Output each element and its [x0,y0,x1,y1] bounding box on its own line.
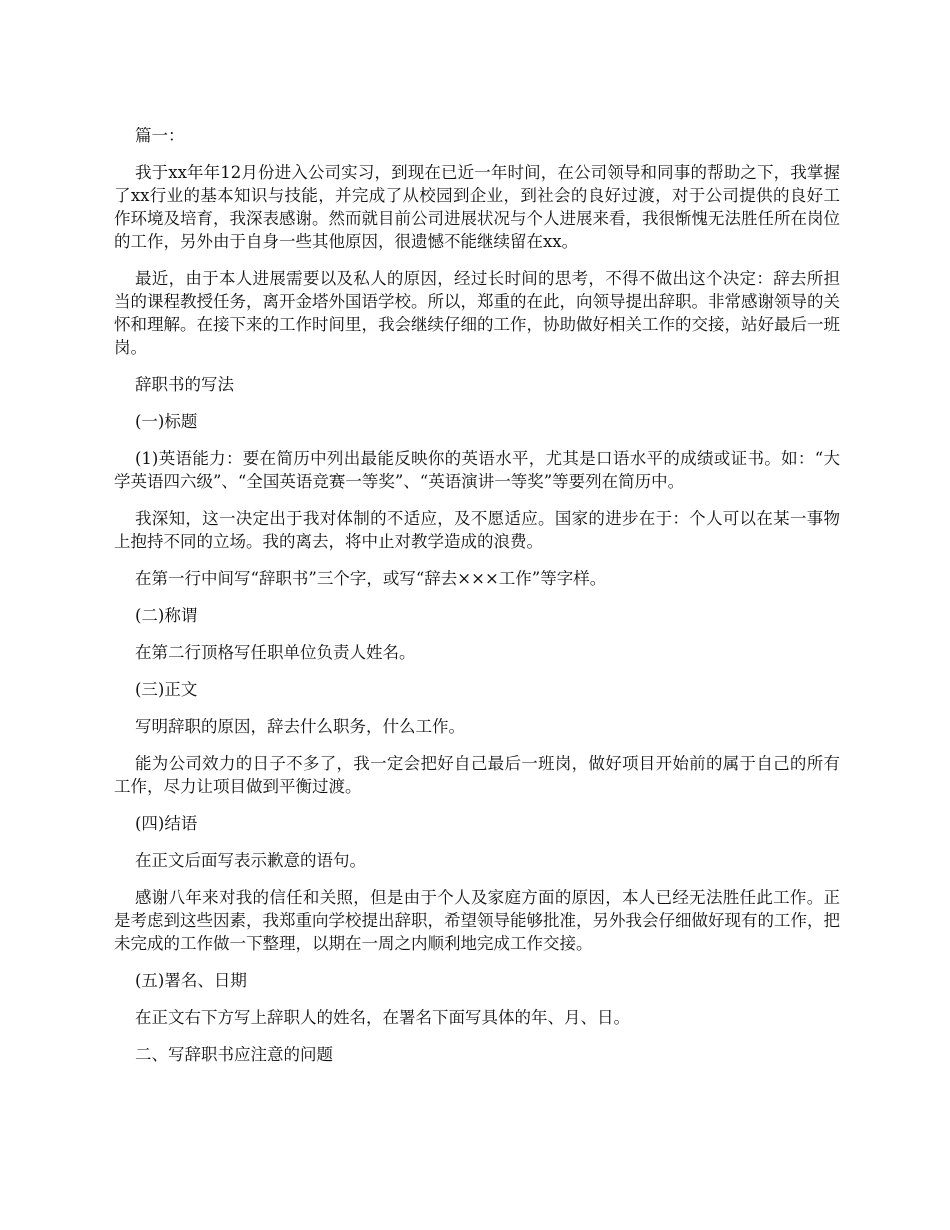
paragraph-title-instruction: 在第一行中间写“辞职书”三个字，或写“辞去×××工作”等字样。 [135,569,607,588]
heading-salutation: (二)称谓 [135,606,198,625]
heading-title: (一)标题 [135,412,198,431]
paragraph-english-ability: (1)英语能力：要在简历中列出最能反映你的英语水平，尤其是口语水平的成绩或证书。如：“大学英语四六级”、“全国英语竞赛一等奖”、“英语演讲一等奖”等要列在简历中。 [114,449,840,491]
paragraph-resignation-decision: 最近，由于本人进展需要以及私人的原因，经过长时间的思考，不得不做出这个决定：辞去所担当的课程教授任务，离开金塔外国语学校。所以，郑重的在此，向领导提出辞职。非常感谢领导的关怀和理解。在接下来的工作时间里，我会继续仔细的工作，协助做好相关工作的交接，站好最后一班岗。 [114,269,840,357]
paragraph-gratitude: 感谢八年来对我的信任和关照，但是由于个人及家庭方面的原因，本人已经无法胜任此工作。正是考虑到这些因素，我郑重向学校提出辞职，希望领导能够批准，另外我会仔细做好现有的工作，把未完成的工作做一下整理，以期在一周之内顺利地完成工作交接。 [114,888,840,953]
paragraph-main-text-instruction: 写明辞职的原因，辞去什么职务，什么工作。 [135,717,465,736]
heading-closing: (四)结语 [135,814,198,833]
document-body [114,124,840,1080]
paragraph-signature-instruction: 在正文右下方写上辞职人的姓名，在署名下面写具体的年、月、日。 [135,1008,630,1027]
paragraph-closing-instruction: 在正文后面写表示歉意的语句。 [135,851,366,870]
paragraph-internship: 我于xx年年12月份进入公司实习，到现在已近一年时间，在公司领导和同事的帮助之下，我掌握了xx行业的基本知识与技能，并完成了从校园到企业，到社会的良好过渡，对于公司提供的良好工作环境及培育，我深表感谢。然而就目前公司进展状况与个人进展来看，我很惭愧无法胜任所在岗位的工作，另外由于自身一些其他原因，很遗憾不能继续留在xx。 [114,163,840,251]
heading-main-text: (三)正文 [135,680,198,699]
section-label-part-one: 篇一： [135,126,185,145]
heading-notes: 二、写辞职书应注意的问题 [135,1045,333,1064]
paragraph-last-shift: 能为公司效力的日子不多了，我一定会把好自己最后一班岗，做好项目开始前的属于自己的所有工作，尽力让项目做到平衡过渡。 [114,754,840,796]
heading-signature-date: (五)署名、日期 [135,971,247,990]
paragraph-salutation-instruction: 在第二行顶格写任职单位负责人姓名。 [135,643,416,662]
heading-writing-method: 辞职书的写法 [135,375,234,394]
paragraph-system-reason: 我深知，这一决定出于我对体制的不适应，及不愿适应。国家的进步在于：个人可以在某一事物上抱持不同的立场。我的离去，将中止对教学造成的浪费。 [114,509,840,551]
